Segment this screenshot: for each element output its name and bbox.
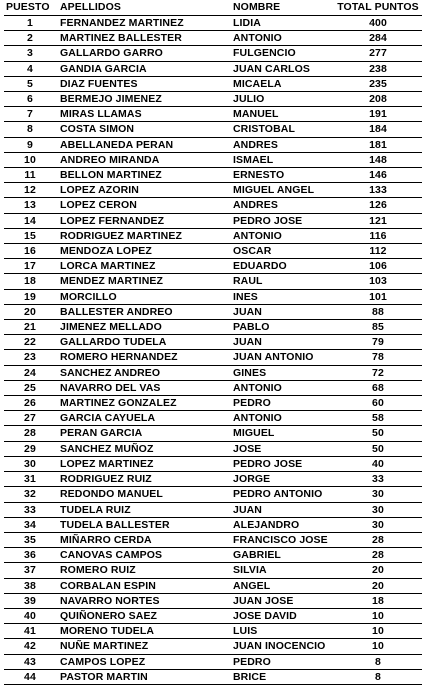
apellidos-cell: PERAN GARCIA <box>56 426 229 441</box>
puesto-cell: 14 <box>4 213 56 228</box>
puesto-cell: 28 <box>4 426 56 441</box>
table-row <box>4 639 422 654</box>
apellidos-cell: ROMERO HERNANDEZ <box>56 350 229 365</box>
total-puntos-cell: 88 <box>334 304 422 319</box>
nombre-cell: JORGE <box>229 472 334 487</box>
table-row <box>4 487 422 502</box>
puesto-cell: 1 <box>4 16 56 31</box>
table-row <box>4 548 422 563</box>
apellidos-cell: GARCIA CAYUELA <box>56 411 229 426</box>
table-row <box>4 46 422 61</box>
apellidos-cell: JIMENEZ MELLADO <box>56 320 229 335</box>
apellidos-cell: REDONDO MANUEL <box>56 487 229 502</box>
total-puntos-cell: 40 <box>334 456 422 471</box>
puesto-cell: 39 <box>4 593 56 608</box>
nombre-cell: JUAN <box>229 304 334 319</box>
total-puntos-cell: 30 <box>334 517 422 532</box>
table-row <box>4 380 422 395</box>
apellidos-cell: MENDOZA LOPEZ <box>56 244 229 259</box>
nombre-cell: SILVIA <box>229 563 334 578</box>
total-puntos-cell: 101 <box>334 289 422 304</box>
nombre-cell: ISMAEL <box>229 152 334 167</box>
table-row <box>4 472 422 487</box>
table-row <box>4 624 422 639</box>
table-row <box>4 259 422 274</box>
puesto-cell: 27 <box>4 411 56 426</box>
table-body <box>4 16 422 685</box>
puesto-cell: 8 <box>4 122 56 137</box>
puesto-cell: 17 <box>4 259 56 274</box>
puesto-cell: 32 <box>4 487 56 502</box>
total-puntos-cell: 184 <box>334 122 422 137</box>
puesto-cell: 9 <box>4 137 56 152</box>
total-puntos-cell: 126 <box>334 198 422 213</box>
nombre-cell: JOSE DAVID <box>229 608 334 623</box>
table-row <box>4 244 422 259</box>
apellidos-cell: RODRIGUEZ RUIZ <box>56 472 229 487</box>
total-puntos-cell: 284 <box>334 31 422 46</box>
puesto-cell: 2 <box>4 31 56 46</box>
apellidos-cell: MENDEZ MARTINEZ <box>56 274 229 289</box>
nombre-cell: MIGUEL <box>229 426 334 441</box>
nombre-cell: ANTONIO <box>229 31 334 46</box>
total-puntos-cell: 30 <box>334 487 422 502</box>
nombre-cell: ANTONIO <box>229 411 334 426</box>
apellidos-cell: GALLARDO TUDELA <box>56 335 229 350</box>
nombre-cell: RAUL <box>229 274 334 289</box>
apellidos-cell: LOPEZ AZORIN <box>56 183 229 198</box>
table-row <box>4 365 422 380</box>
table-row <box>4 396 422 411</box>
apellidos-cell: LOPEZ FERNANDEZ <box>56 213 229 228</box>
total-puntos-cell: 146 <box>334 168 422 183</box>
puesto-cell: 23 <box>4 350 56 365</box>
apellidos-cell: LORCA MARTINEZ <box>56 259 229 274</box>
table-row <box>4 441 422 456</box>
puesto-cell: 25 <box>4 380 56 395</box>
table-row <box>4 456 422 471</box>
total-puntos-cell: 8 <box>334 654 422 669</box>
total-puntos-cell: 133 <box>334 183 422 198</box>
nombre-cell: PEDRO ANTONIO <box>229 487 334 502</box>
total-puntos-cell: 20 <box>334 578 422 593</box>
total-puntos-cell: 121 <box>334 213 422 228</box>
apellidos-cell: MIÑARRO CERDA <box>56 532 229 547</box>
nombre-cell: JUAN <box>229 502 334 517</box>
nombre-cell: EDUARDO <box>229 259 334 274</box>
puesto-cell: 3 <box>4 46 56 61</box>
apellidos-cell: GANDIA GARCIA <box>56 61 229 76</box>
apellidos-cell: TUDELA BALLESTER <box>56 517 229 532</box>
apellidos-cell: BALLESTER ANDREO <box>56 304 229 319</box>
table-row <box>4 289 422 304</box>
puesto-cell: 10 <box>4 152 56 167</box>
total-puntos-cell: 33 <box>334 472 422 487</box>
puesto-cell: 40 <box>4 608 56 623</box>
puesto-cell: 6 <box>4 92 56 107</box>
nombre-cell: PABLO <box>229 320 334 335</box>
table-row <box>4 152 422 167</box>
table-row <box>4 563 422 578</box>
puesto-cell: 42 <box>4 639 56 654</box>
apellidos-cell: BERMEJO JIMENEZ <box>56 92 229 107</box>
total-puntos-cell: 10 <box>334 639 422 654</box>
puesto-cell: 29 <box>4 441 56 456</box>
apellidos-cell: LOPEZ MARTINEZ <box>56 456 229 471</box>
total-puntos-cell: 28 <box>334 548 422 563</box>
table-row <box>4 320 422 335</box>
apellidos-cell: FERNANDEZ MARTINEZ <box>56 16 229 31</box>
nombre-cell: JUAN JOSE <box>229 593 334 608</box>
nombre-cell: ANTONIO <box>229 228 334 243</box>
puesto-cell: 11 <box>4 168 56 183</box>
nombre-cell: CRISTOBAL <box>229 122 334 137</box>
nombre-cell: MIGUEL ANGEL <box>229 183 334 198</box>
puesto-cell: 21 <box>4 320 56 335</box>
total-puntos-cell: 28 <box>334 532 422 547</box>
puesto-cell: 36 <box>4 548 56 563</box>
column-header-nombre: NOMBRE <box>229 0 334 16</box>
apellidos-cell: RODRIGUEZ MARTINEZ <box>56 228 229 243</box>
nombre-cell: MANUEL <box>229 107 334 122</box>
apellidos-cell: PASTOR MARTIN <box>56 669 229 684</box>
puesto-cell: 33 <box>4 502 56 517</box>
puesto-cell: 24 <box>4 365 56 380</box>
table-row <box>4 502 422 517</box>
nombre-cell: GABRIEL <box>229 548 334 563</box>
nombre-cell: ANDRES <box>229 137 334 152</box>
table-row <box>4 411 422 426</box>
table-row <box>4 213 422 228</box>
table-row <box>4 426 422 441</box>
nombre-cell: JUAN <box>229 335 334 350</box>
total-puntos-cell: 78 <box>334 350 422 365</box>
total-puntos-cell: 277 <box>334 46 422 61</box>
apellidos-cell: GALLARDO GARRO <box>56 46 229 61</box>
nombre-cell: PEDRO JOSE <box>229 456 334 471</box>
total-puntos-cell: 10 <box>334 608 422 623</box>
apellidos-cell: QUIÑONERO SAEZ <box>56 608 229 623</box>
puesto-cell: 43 <box>4 654 56 669</box>
table-row <box>4 517 422 532</box>
ranking-table <box>4 0 422 685</box>
apellidos-cell: ANDREO MIRANDA <box>56 152 229 167</box>
apellidos-cell: COSTA SIMON <box>56 122 229 137</box>
puesto-cell: 19 <box>4 289 56 304</box>
table-row <box>4 578 422 593</box>
nombre-cell: PEDRO <box>229 654 334 669</box>
table-row <box>4 92 422 107</box>
total-puntos-cell: 18 <box>334 593 422 608</box>
total-puntos-cell: 79 <box>334 335 422 350</box>
apellidos-cell: NAVARRO NORTES <box>56 593 229 608</box>
table-row <box>4 61 422 76</box>
puesto-cell: 41 <box>4 624 56 639</box>
nombre-cell: ANGEL <box>229 578 334 593</box>
nombre-cell: ALEJANDRO <box>229 517 334 532</box>
table-row <box>4 228 422 243</box>
apellidos-cell: TUDELA RUIZ <box>56 502 229 517</box>
total-puntos-cell: 50 <box>334 441 422 456</box>
total-puntos-cell: 400 <box>334 16 422 31</box>
puesto-cell: 13 <box>4 198 56 213</box>
puesto-cell: 18 <box>4 274 56 289</box>
apellidos-cell: MARTINEZ BALLESTER <box>56 31 229 46</box>
puesto-cell: 4 <box>4 61 56 76</box>
table-row <box>4 137 422 152</box>
table-row <box>4 168 422 183</box>
table-row <box>4 608 422 623</box>
apellidos-cell: ROMERO RUIZ <box>56 563 229 578</box>
table-row <box>4 274 422 289</box>
total-puntos-cell: 60 <box>334 396 422 411</box>
puesto-cell: 20 <box>4 304 56 319</box>
puesto-cell: 12 <box>4 183 56 198</box>
nombre-cell: ANTONIO <box>229 380 334 395</box>
puesto-cell: 30 <box>4 456 56 471</box>
nombre-cell: JUAN ANTONIO <box>229 350 334 365</box>
total-puntos-cell: 85 <box>334 320 422 335</box>
total-puntos-cell: 68 <box>334 380 422 395</box>
nombre-cell: LUIS <box>229 624 334 639</box>
table-row <box>4 593 422 608</box>
apellidos-cell: CORBALAN ESPIN <box>56 578 229 593</box>
nombre-cell: JULIO <box>229 92 334 107</box>
table-row <box>4 183 422 198</box>
total-puntos-cell: 103 <box>334 274 422 289</box>
nombre-cell: MICAELA <box>229 76 334 91</box>
total-puntos-cell: 30 <box>334 502 422 517</box>
table-row <box>4 532 422 547</box>
puesto-cell: 44 <box>4 669 56 684</box>
column-header-total-puntos: TOTAL PUNTOS <box>334 0 422 16</box>
nombre-cell: OSCAR <box>229 244 334 259</box>
puesto-cell: 22 <box>4 335 56 350</box>
apellidos-cell: LOPEZ CERON <box>56 198 229 213</box>
puesto-cell: 38 <box>4 578 56 593</box>
total-puntos-cell: 191 <box>334 107 422 122</box>
apellidos-cell: MARTINEZ GONZALEZ <box>56 396 229 411</box>
puesto-cell: 34 <box>4 517 56 532</box>
table-row <box>4 122 422 137</box>
apellidos-cell: SANCHEZ ANDREO <box>56 365 229 380</box>
table-row <box>4 16 422 31</box>
nombre-cell: ERNESTO <box>229 168 334 183</box>
puesto-cell: 31 <box>4 472 56 487</box>
table-row <box>4 669 422 684</box>
total-puntos-cell: 112 <box>334 244 422 259</box>
puesto-cell: 26 <box>4 396 56 411</box>
total-puntos-cell: 208 <box>334 92 422 107</box>
puesto-cell: 16 <box>4 244 56 259</box>
total-puntos-cell: 106 <box>334 259 422 274</box>
apellidos-cell: MORENO TUDELA <box>56 624 229 639</box>
nombre-cell: FULGENCIO <box>229 46 334 61</box>
total-puntos-cell: 58 <box>334 411 422 426</box>
total-puntos-cell: 181 <box>334 137 422 152</box>
apellidos-cell: BELLON MARTINEZ <box>56 168 229 183</box>
nombre-cell: FRANCISCO JOSE <box>229 532 334 547</box>
total-puntos-cell: 72 <box>334 365 422 380</box>
total-puntos-cell: 20 <box>334 563 422 578</box>
table-row <box>4 198 422 213</box>
nombre-cell: ANDRES <box>229 198 334 213</box>
column-header-apellidos: APELLIDOS <box>56 0 229 16</box>
apellidos-cell: MORCILLO <box>56 289 229 304</box>
total-puntos-cell: 8 <box>334 669 422 684</box>
total-puntos-cell: 235 <box>334 76 422 91</box>
table-row <box>4 304 422 319</box>
apellidos-cell: ABELLANEDA PERAN <box>56 137 229 152</box>
nombre-cell: JUAN INOCENCIO <box>229 639 334 654</box>
apellidos-cell: NUÑE MARTINEZ <box>56 639 229 654</box>
nombre-cell: LIDIA <box>229 16 334 31</box>
nombre-cell: PEDRO <box>229 396 334 411</box>
table-row <box>4 350 422 365</box>
table-row <box>4 335 422 350</box>
table-row <box>4 654 422 669</box>
apellidos-cell: DIAZ FUENTES <box>56 76 229 91</box>
nombre-cell: GINES <box>229 365 334 380</box>
apellidos-cell: MIRAS LLAMAS <box>56 107 229 122</box>
nombre-cell: JOSE <box>229 441 334 456</box>
table-header <box>4 0 422 16</box>
puesto-cell: 7 <box>4 107 56 122</box>
puesto-cell: 37 <box>4 563 56 578</box>
header-row <box>4 0 422 16</box>
apellidos-cell: NAVARRO DEL VAS <box>56 380 229 395</box>
apellidos-cell: CANOVAS CAMPOS <box>56 548 229 563</box>
total-puntos-cell: 50 <box>334 426 422 441</box>
nombre-cell: BRICE <box>229 669 334 684</box>
apellidos-cell: SANCHEZ MUÑOZ <box>56 441 229 456</box>
total-puntos-cell: 116 <box>334 228 422 243</box>
table-row <box>4 31 422 46</box>
table-row <box>4 107 422 122</box>
apellidos-cell: CAMPOS LOPEZ <box>56 654 229 669</box>
puesto-cell: 5 <box>4 76 56 91</box>
column-header-puesto: PUESTO <box>4 0 56 16</box>
total-puntos-cell: 238 <box>334 61 422 76</box>
nombre-cell: INES <box>229 289 334 304</box>
total-puntos-cell: 148 <box>334 152 422 167</box>
table-row <box>4 76 422 91</box>
puesto-cell: 35 <box>4 532 56 547</box>
nombre-cell: PEDRO JOSE <box>229 213 334 228</box>
nombre-cell: JUAN CARLOS <box>229 61 334 76</box>
total-puntos-cell: 10 <box>334 624 422 639</box>
puesto-cell: 15 <box>4 228 56 243</box>
